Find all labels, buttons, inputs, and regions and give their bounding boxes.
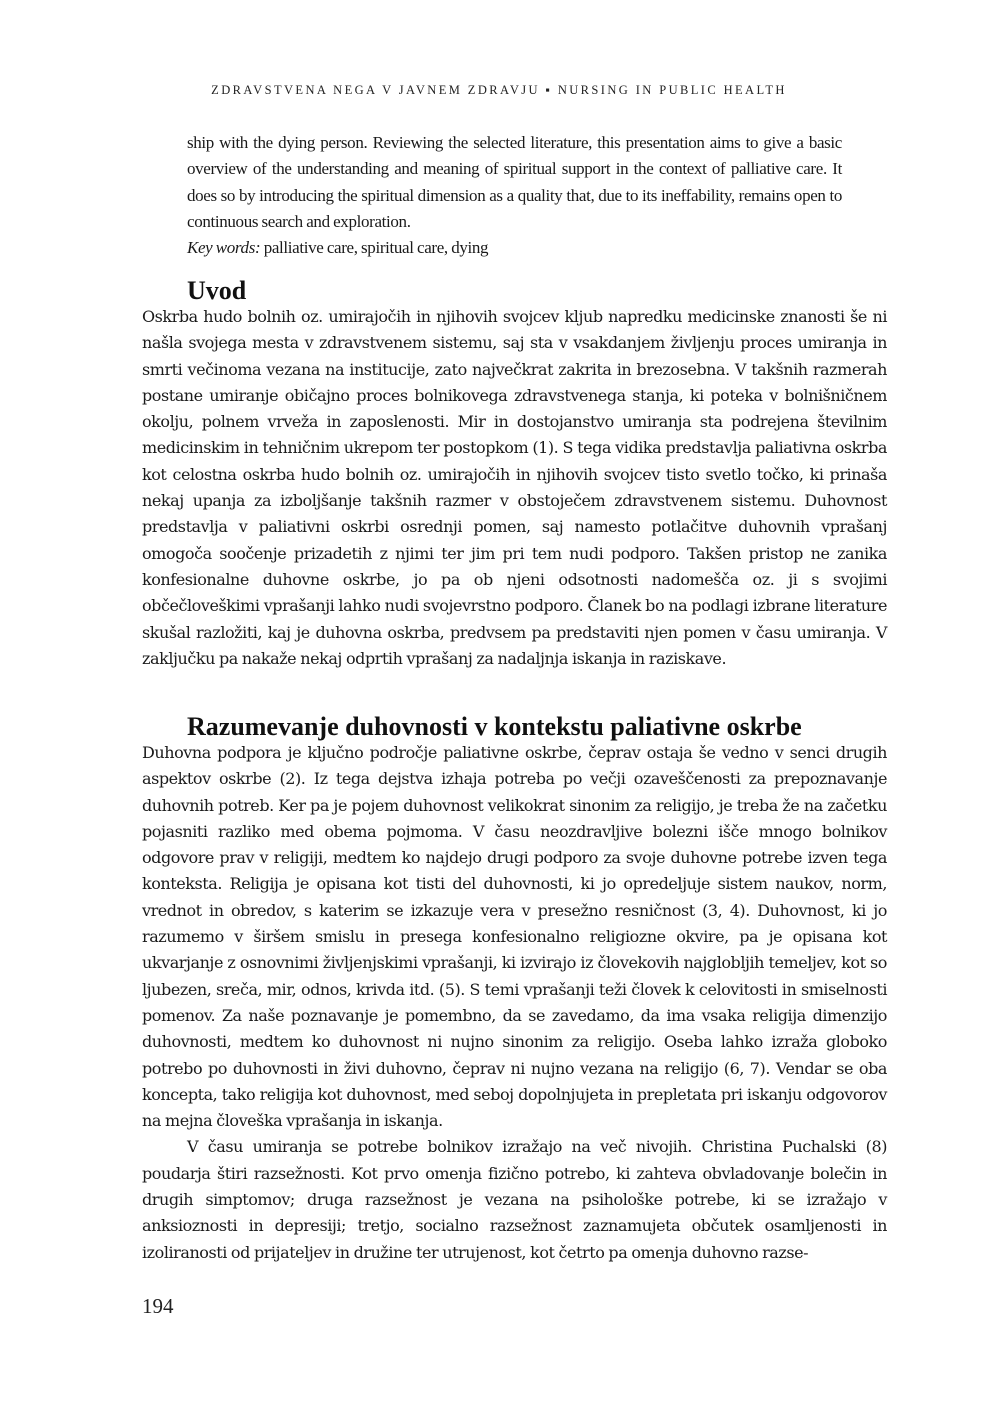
section-body-razumevanje (142, 740, 887, 1266)
section-heading-uvod: Uvod (187, 276, 247, 305)
paragraph: Duhovna podpora je ključno področje paliativne oskrbe, čeprav ostaja še vedno v senci drugih aspektov oskrbe (2). Iz tega dejstva izhaja potreba po večji ozaveščenosti za prepoznavanje duhovnih potreb. Ker pa je pojem duhovnost velikokrat sinonim za religijo, je treba že na začetku pojasniti razliko med obema pojmoma. V času neozdravljive bolezni išče mnogo bolnikov odgovore prav v religiji, medtem ko najdejo drugi podporo za svoje duhovne potrebe izven tega konteksta. Religija je opisana kot tisti del duhovnosti, ki jo opredeljuje sistem naukov, norm, vrednot in obredov, s katerim se izkazuje vera v presežno resničnost (3, 4). Duhovnost, ki jo razumemo v širšem smislu in presega konfesionalno religiozne okvire, pa je opisana kot ukvarjanje z osnovnimi življenjskimi vprašanji, ki izvirajo iz človekovih najglobljih temeljev, kot so ljubezen, sreča, mir, odnos, krivda itd. (5). S temi vprašanji teži človek k celovitosti in smiselnosti pomenov. Za naše poznavanje je pomembno, da se zavedamo, da ima vsaka religija dimenzijo duhovnosti, medtem ko duhovnost ni nujno sinonim za religijo. Oseba lahko izraža globoko potrebo po duhovnosti in živi duhovno, čeprav ni nujno vezana na religijo (6, 7). Vendar se oba koncepta, tako religija kot duhovnost, med seboj dopolnjujeta in prepletata pri iskanju odgovorov na mejna človeška vprašanja in iskanja. (142, 743, 887, 1131)
keywords-label: Key words: (187, 238, 261, 258)
paragraph: Oskrba hudo bolnih oz. umirajočih in njihovih svojcev kljub napredku medicinske znanosti še ni našla svojega mesta v zdravstvenem sistemu, saj sta v vsakdanjem življenju proces umiranja in smrti večinoma vezana na institucije, zato največkrat zakrita in brezosebna. V takšnih razmerah postane umiranje običajno proces bolnikovega zdravstvenega stanja, ki poteka v bolnišničnem okolju, polnem vrveža in zaposlenosti. Mir in dostojanstvo umiranja sta podrejena številnim medicinskim in tehničnim ukrepom ter postopkom (1). S tega vidika predstavlja paliativna oskrba kot celostna oskrba hudo bolnih oz. umirajočih in njihovih svojcev tisto svetlo točko, ki prinaša nekaj upanja za izboljšanje takšnih razmer v obstoječem zdravstvenem sistemu. Duhovnost predstavlja v paliativni oskrbi osrednji pomen, saj namesto potlačitve duhovnih vprašanj omogoča soočenje prizadetih z njimi ter jim pri tem nudi podporo. Takšen pristop ne zanika konfesionalne duhovne oskrbe, jo pa ob njeni odsotnosti nadomešča oz. ji s svojimi občečloveškimi vprašanji lahko nudi svojevrstno podporo. Članek bo na podlagi izbrane literature skušal razložiti, kaj je duhovna oskrba, predvsem pa predstaviti njen pomen v času umiranja. V zaključku pa nakaže nekaj odprtih vprašanj za nadaljnja iskanja in raziskave. (142, 307, 887, 668)
abstract-tail (187, 130, 842, 261)
section-body-uvod (142, 304, 887, 672)
page-number: 194 (142, 1294, 174, 1318)
section-heading-razumevanje: Razumevanje duhovnosti v kontekstu paliativne oskrbe (187, 712, 802, 741)
keywords: palliative care, spiritual care, dying (263, 238, 489, 258)
paragraph: V času umiranja se potrebe bolnikov izražajo na več nivojih. Christina Puchalski (8) poudarja štiri razsežnosti. Kot prvo omenja fizično potrebo, ki zahteva obvladovanje bolečin in drugih simptomov; druga razsežnost je vezana na psihološke potrebe, ki se izražajo v anksioznosti in depresiji; tretjo, socialno razsežnost zaznamujeta občutek osamljenosti in izoliranosti od prijateljev in družine ter utrujenost, kot četrto pa omenja duhovno razse- (142, 1137, 887, 1262)
running-header: ZDRAVSTVENA NEGA V JAVNEM ZDRAVJU ▪ NURSING IN PUBLIC HEALTH (211, 83, 787, 97)
abstract-text: ship with the dying person. Reviewing the selected literature, this presentation aims to give a basic overview of the understanding and meaning of spiritual support in the context of palliative care. It does so by introducing the spiritual dimension as a quality that, due to its ineffability, remains open to continuous search and exploration. (187, 133, 842, 231)
